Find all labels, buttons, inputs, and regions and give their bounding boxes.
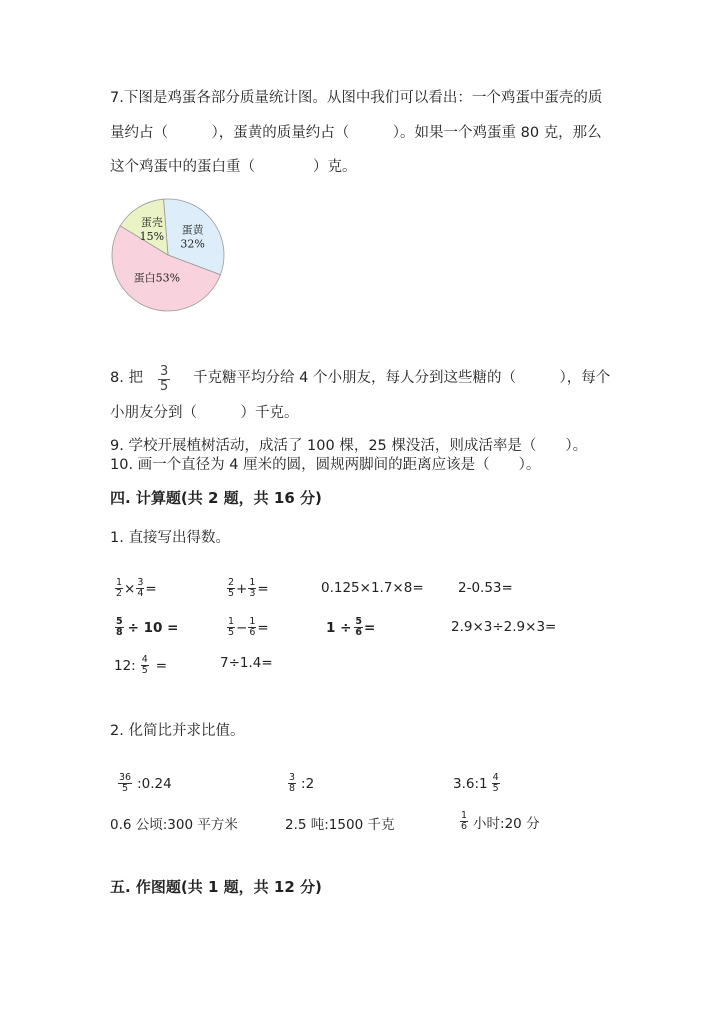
equals: = xyxy=(364,619,376,636)
num: 1 xyxy=(461,810,468,821)
q7-line1: 7.下图是鸡蛋各部分质量统计图。从图中我们可以看出：一个鸡蛋中蛋壳的质 xyxy=(110,90,603,106)
num: 36 xyxy=(119,772,132,783)
ratio-r1-b xyxy=(287,773,314,794)
den: 6 xyxy=(355,627,363,638)
ratio-r1-a xyxy=(117,773,172,794)
calc-r1-a xyxy=(114,578,157,599)
q8-frac-numerator: 3 xyxy=(160,364,169,379)
q9: 9. 学校开展植树活动，成活了 100 棵，25 棵没活，则成活率是（ ）。 xyxy=(110,438,588,454)
calc-r3-b: 7÷1.4= xyxy=(220,655,273,671)
expr-tail: :0.24 xyxy=(137,775,172,792)
num: 5 xyxy=(355,616,363,627)
ratio-r1-c xyxy=(453,773,501,794)
q10: 10. 画一个直径为 4 厘米的圆，圆规两脚间的距离应该是（ ）。 xyxy=(110,457,541,473)
calc-r1-b xyxy=(226,578,269,599)
num: 4 xyxy=(492,772,499,783)
ratio-r2-c xyxy=(459,811,540,832)
equals: = xyxy=(257,619,269,636)
operator: × xyxy=(124,580,136,597)
calc-r2-c xyxy=(326,617,375,638)
p2-title: 2. 化简比并求比值。 xyxy=(110,723,245,739)
num: 1 xyxy=(249,577,256,588)
section-5-title: 五. 作图题(共 1 题，共 12 分) xyxy=(110,878,322,896)
den: 6 xyxy=(249,627,256,638)
den: 5 xyxy=(228,588,235,599)
egg-pie-chart xyxy=(108,195,238,319)
num: 1 xyxy=(228,616,235,627)
num: 4 xyxy=(141,654,148,665)
q7-line2: 量约占（ ），蛋黄的质量约占（ ）。如果一个鸡蛋重 80 克，那么 xyxy=(110,125,602,141)
calc-r2-a xyxy=(114,617,178,638)
equals: = xyxy=(145,580,157,597)
den: 8 xyxy=(289,783,296,794)
den: 5 xyxy=(228,627,235,638)
expr-pre: 1 ÷ xyxy=(326,619,352,636)
num: 1 xyxy=(249,616,256,627)
q8-pre: 8. 把 xyxy=(110,370,143,386)
den: 5 xyxy=(122,783,129,794)
q8-line2: 小朋友分到（ ）千克。 xyxy=(110,405,299,421)
q8-frac-denominator: 5 xyxy=(160,379,169,394)
calc-r1-d: 2-0.53= xyxy=(458,580,513,596)
pie-slice-value: 15% xyxy=(139,229,165,243)
den: 5 xyxy=(141,665,148,676)
equals: = xyxy=(257,580,269,597)
den: 6 xyxy=(461,821,468,832)
calc-r2-b xyxy=(226,617,269,638)
calc-r1-c: 0.125×1.7×8= xyxy=(321,580,424,596)
equals: = xyxy=(155,657,168,674)
num: 3 xyxy=(289,772,296,783)
pie-slice-value: 32% xyxy=(180,237,205,251)
q8-post: 千克糖平均分给 4 个小朋友，每人分到这些糖的（ ），每个 xyxy=(193,370,611,386)
q8-fraction xyxy=(158,360,170,394)
den: 3 xyxy=(249,588,256,599)
num: 1 xyxy=(116,577,123,588)
p1-title: 1. 直接写出得数。 xyxy=(110,530,230,546)
expr-tail: ÷ 10 = xyxy=(127,619,179,636)
expr-tail: 小时:20 分 xyxy=(473,815,540,832)
expr-tail: :2 xyxy=(301,775,315,792)
operator: + xyxy=(236,580,248,597)
expr-pre: 3.6:1 xyxy=(453,775,488,792)
expr-pre: 12: xyxy=(114,657,136,674)
calc-r2-d: 2.9×3÷2.9×3= xyxy=(451,619,557,635)
den: 2 xyxy=(116,588,123,599)
num: 2 xyxy=(228,577,235,588)
pie-slice-label: 蛋白53% xyxy=(133,271,181,285)
pie-slice-label: 蛋黄 xyxy=(181,223,204,237)
den: 8 xyxy=(116,627,123,638)
operator: − xyxy=(236,619,248,636)
num: 3 xyxy=(137,577,144,588)
den: 5 xyxy=(492,783,499,794)
num: 5 xyxy=(116,616,123,627)
q7-line3: 这个鸡蛋中的蛋白重（ ）克。 xyxy=(110,159,357,175)
ratio-r2-a: 0.6 公顷:300 平方米 xyxy=(110,817,238,833)
section-4-title: 四. 计算题(共 2 题，共 16 分) xyxy=(110,489,322,507)
den: 4 xyxy=(137,588,144,599)
ratio-r2-b: 2.5 吨:1500 千克 xyxy=(285,817,395,833)
pie-slice-label: 蛋壳 xyxy=(140,215,163,229)
calc-r3-a xyxy=(114,655,167,676)
